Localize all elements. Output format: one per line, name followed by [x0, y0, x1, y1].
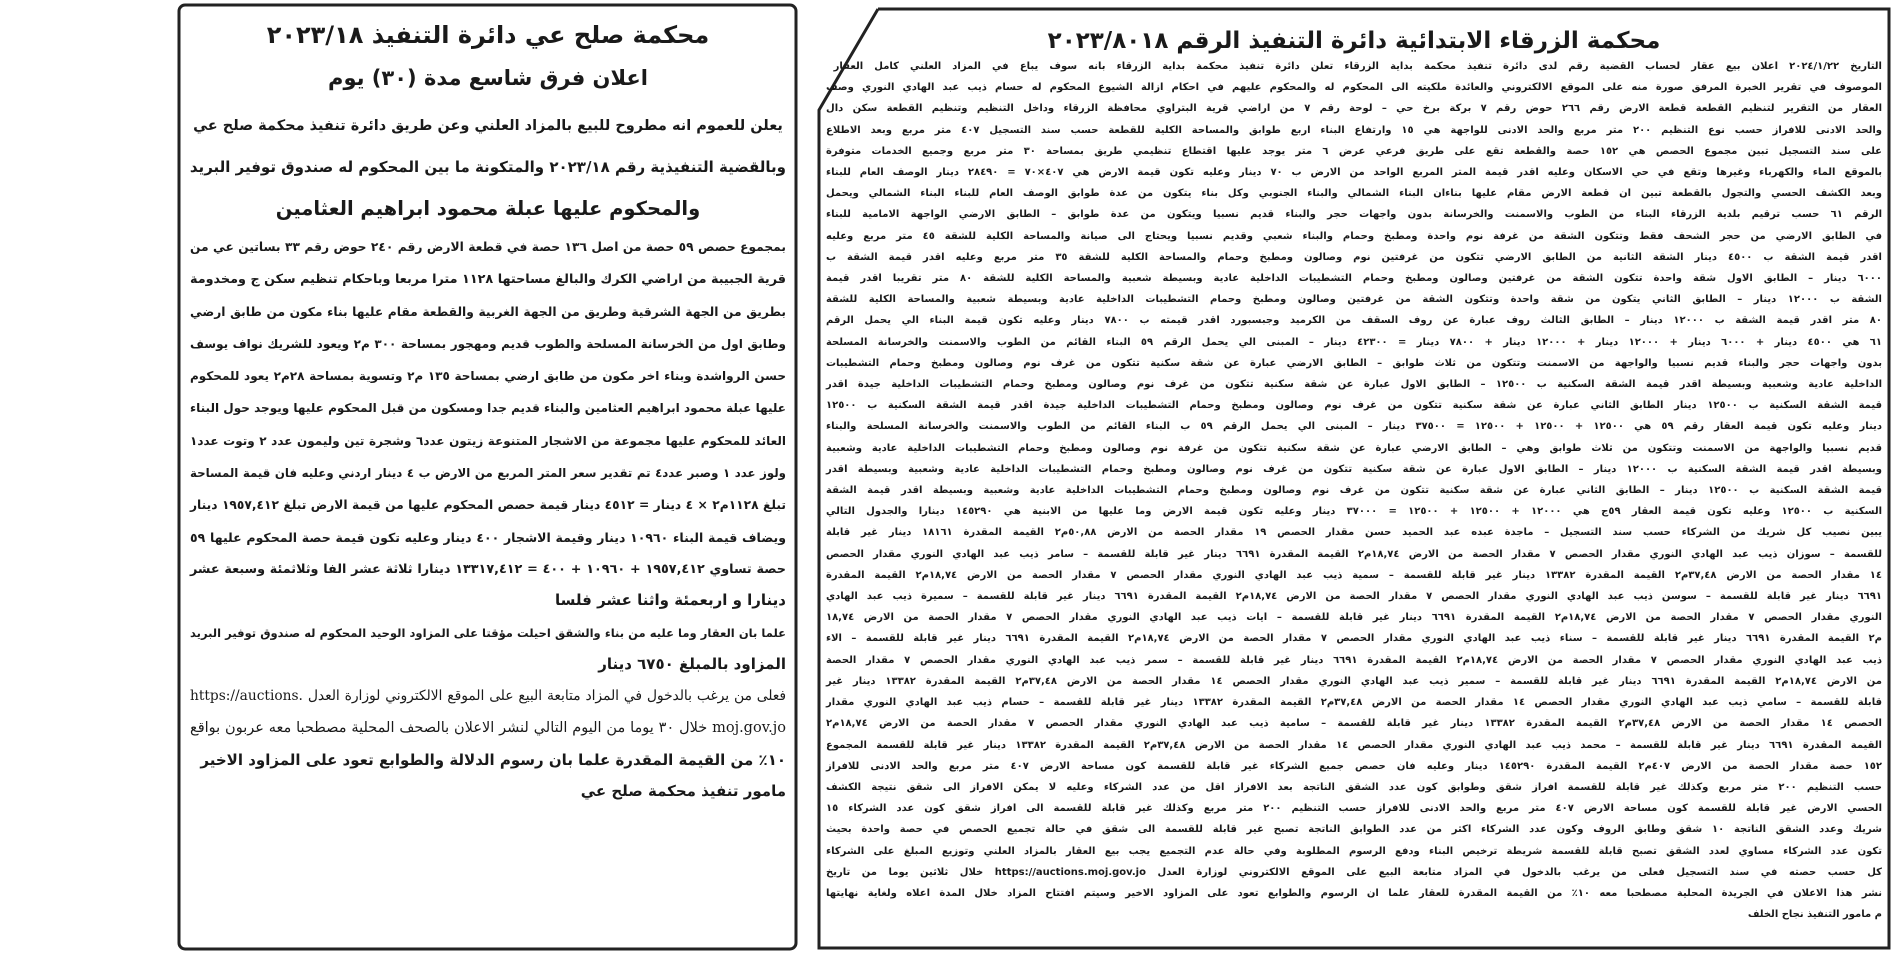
text-line-content: ويضاف قيمة البناء ١٠٩٦٠ دينار وقيمة الاشجار ٤٠٠ دينار وعليه تكون قيمة حصة المحكوم عليها ٥٩	[190, 529, 786, 545]
text-line	[826, 735, 1882, 756]
text-line-content: العقار من التقرير لتنظيم القطعة قطعة الارض رقم ٢٦٦ حوض رقم ٧ بركة برخ حي – لوحة رقم ٧ من اراضي قرية البتراوي محافظة الزرقاء وداخل التنظيم وتنظيم القطعة سكن دال	[826, 103, 1882, 115]
text-line-content: م٢ القيمة المقدرة ٦٦٩١ دينار غير قابلة للقسمة – سناء ذيب عبد الهادي النوري مقدار الحصص ٧ مقدار الحصة من الارض ١٨,٧٤م٢ القيمة المقدرة ٦٦٩١ دينار غير قابلة للقسمة – الاء	[826, 633, 1882, 645]
text-line-content: قديم نسبيا والواجهة من الاسمنت وتتكون من ثلاث طوابق وهي – الطابق الارضي عبارة عن شقة سكنية تتكون من غرفة نوم وصالون ومطبخ وحمام التشطيبات الداخلية عادية وشعبية	[826, 442, 1882, 454]
text-line	[826, 289, 1882, 310]
text-line	[190, 296, 786, 328]
text-line-content: ولوز عدد ١ وصبر عدد٤ تم تقدير سعر المتر المربع من الارض ب ٤ دينار اردني وعليه فان قيمة المساحة	[189, 466, 786, 481]
text-line	[190, 776, 786, 807]
text-line	[826, 374, 1882, 395]
text-line-content: وطابق اول من الخرسانة المسلحة والطوب قديم ومهجور بمساحة ٣٠٠ م٢ ويعود للشريك نواف يوسف	[189, 336, 786, 351]
text-line	[190, 680, 786, 712]
left-notice-subtitle: اعلان فرق شاسع مدة (٣٠) يوم	[328, 66, 648, 90]
text-line-content: بدون واجهات حجر والبناء قديم نسبيا والواجهة من الاسمنت وتتكون من ثلاث طوابق – الطابق الارضي عبارة عن شقة سكنية تتكون من غرف نوم وصالون ومطبخ وحمام التشطيبات	[826, 357, 1882, 369]
text-line	[826, 671, 1882, 692]
text-line-content: ٦٠٠٠ دينار – الطابق الاول شقة واحدة تتكون الشقة من غرفتين وصالون ومطبخ وحمام التشطيبات الداخلية عادية وبسيطة شعبية والمساحة الكلية للشقة ٨٠ متر تقريبا اقدر قيمة	[825, 273, 1882, 285]
text-line	[826, 120, 1882, 141]
text-line-content: الحصص ١٤ مقدار الحصة من الارض ٣٧,٤٨م٢ القيمة المقدرة ١٣٣٨٢ دينار غير قابلة للقسمة – سامية ذيب عبد الهادي النوري مقدار الحصص ٧ مقدار الحصة من الارض ١٨,٧٤م٢	[826, 718, 1882, 730]
text-line-content: وبسيطة اقدر قيمة الشقة السكنية ب ١٢٠٠٠ دينار – الطابق الاول عبارة عن شقة سكنية تتكون من غرف نوم وصالون ومطبخ وحمام التشطيبات الداخلية عادية وشعبية وبسيطة اقدر	[825, 463, 1882, 475]
text-line	[826, 183, 1882, 204]
text-line-content: في الطابق الارضي من حجر الشحف فقط وتتكون الشقة من غرفة نوم واحدة ومطبخ وحمام والبناء شعبي وقديم نسبيا ويحتاج الى صيانة والمساحة الكلية للشقة ٤٥ متر مربع وعليه	[826, 230, 1882, 242]
text-line	[826, 204, 1882, 225]
text-line	[826, 98, 1882, 119]
text-line	[826, 395, 1882, 416]
text-line	[826, 162, 1882, 183]
text-line	[190, 231, 786, 263]
text-line-content: ١٥٢ حصة مقدار الحصة من الارض ٤٠٧م٢ القيمة المقدرة ١٤٥٢٩٠ دينار وعليه فان حصص جميع الشركاء غير قابلة للقسمة كون مساحة الارض ٤٠٧ متر مربع والحد الادنى للافراز	[826, 760, 1882, 772]
text-line	[190, 585, 786, 616]
text-line-content: والحد الادنى للافراز حسب نوع التنظيم ٢٠٠ متر مربع والحد الادنى للواجهة هي ١٥ وارتفاع البناء اربع طوابق والمساحة الكلية للقطعة حسب سند التسجيل ٤٠٧ متر مربع وبعد الاطلاع	[826, 124, 1882, 136]
text-line	[190, 649, 786, 680]
text-line-content: الموصوف في تقرير الخبرة المرفق صورة منه على الموقع الالكتروني والعائدة ملكيته الى المحكوم له والمحكوم عليهم في احكام ازالة الشيوع المحكوم له حسام ذيب عبد الهادي النوري وصف	[826, 82, 1882, 94]
text-line-content: دينارا و اربعمئة واثنا عشر فلسا	[555, 591, 786, 610]
text-line	[826, 247, 1882, 268]
text-line-content: moj.gov.jo خلال ٣٠ يوما من اليوم التالي لنشر الاعلان بالصحف المحلية مصطحبا معه عربون بواقع	[190, 720, 786, 737]
text-line-content: ٨٠ متر اقدر قيمة الشقة ب ١٢٠٠٠ دينار – الطابق الثالث روف عبارة عن روف السقف من الكرميد وجبسبورد اقدر قيمته ب ٧٨٠٠ دينار وعليه تكون قيمة البناء الي يحمل الرقم	[825, 315, 1882, 327]
headline-line: وبالقضية التنفيذية رقم ٢٠٢٣/١٨ والمتكونة ما بين المحكوم له صندوق توفير البريد	[189, 158, 786, 176]
text-line	[826, 416, 1882, 437]
text-line-content: قيمة الشقة السكنية ب ١٢٥٠٠ دينار الطابق الثاني عبارة عن شقة سكنية تتكون من غرف نوم وصالون ومطبخ وحمام التشطيبات الداخلية جيدة اقدر قيمة الشقة السكنية ب ١٢٥٠٠	[826, 400, 1882, 412]
text-line	[826, 459, 1882, 480]
text-line-content: حسب التنظيم ٢٠٠ متر مربع وكذلك غير قابلة للقسمة افراز شقق وطوابق كون عدد الشقق الناتجة بعد الافراز اقل من عدد الشركاء وعليه لا يمكن الافراز الى شقق نتيجة الكشف	[826, 781, 1882, 793]
text-line-content: مامور تنفيذ محكمة صلح عي	[580, 782, 786, 801]
text-line-content: المزاود بالمبلغ ٦٧٥٠ دينار	[598, 654, 786, 673]
text-line-content: تبلغ ١١٢٨م٢ × ٤ دينار = ٤٥١٢ دينار قيمة حصص المحكوم عليها من قيمة الارض تبلغ ١٩٥٧,٤١٢ دينار	[190, 498, 786, 513]
text-line-content: النوري مقدار الحصص ٧ مقدار الحصة من الارض ١٨,٧٤م٢ القيمة المقدرة ٦٦٩١ دينار غير قابلة للقسمة – ايات ذيب عبد الهادي النوري مقدار الحصص ٧ مقدار الحصة من الارض ١٨,٧٤	[825, 612, 1882, 624]
text-line-content: التاريخ ٢٠٢٤/١/٢٢ اعلان بيع عقار لحساب القضية رقم لدى دائرة تنفيذ محكمة بداية الزرقاء تعلن دائرة تنفيذ محكمة بداية الزرقاء بانه سوف يباع في المزاد العلني كامل العقار	[833, 61, 1882, 72]
text-line-content: الشقة ب ١٢٠٠٠ دينار – الطابق الثاني يتكون من شقة واحدة وتتكون الشقة من غرفتين وصالون ومطبخ وحمام التشطيبات الداخلية عادية وبسيطة شعبية والمساحة الكلية للشقة	[825, 294, 1882, 306]
left-notice-title: محكمة صلح عي دائرة التنفيذ ٢٠٢٣/١٨	[266, 21, 710, 49]
text-line	[826, 332, 1882, 353]
text-line	[190, 328, 786, 360]
text-line	[826, 607, 1882, 628]
text-line	[826, 628, 1882, 649]
text-line-content: شريك وعدد الشقق الناتجة ١٠ شقق وطابق الروف وكون عدد الشركاء اكثر من عدد الطوابق الناتجة تصبح غير قابلة للقسمة الى شقق في حالة تجميع الحصص في حصة واحدة بحيث	[826, 824, 1882, 836]
text-line	[826, 268, 1882, 289]
text-line	[826, 586, 1882, 607]
text-line-content: قابلة للقسمة – سامي ذيب عبد الهادي النوري مقدار الحصص ١٤ مقدار الحصة من الارض ٣٧,٤٨م٢ القيمة المقدرة ١٣٣٨٢ دينار غير قابلة للقسمة – حسام ذيب عبد الهادي النوري مقدار	[826, 697, 1882, 709]
text-line-content: بمجموع حصص ٥٩ حصة من اصل ١٣٦ حصة في قطعة الارض رقم ٢٤٠ حوض رقم ٣٣ بساتين عي من	[190, 240, 786, 254]
text-line	[826, 841, 1882, 862]
text-line	[826, 310, 1882, 331]
text-line	[826, 777, 1882, 798]
text-line-content: القيمة المقدرة ٦٦٩١ دينار غير قابلة للقسمة – محمد ذيب عبد الهادي النوري مقدار الحصص ١٤ مقدار الحصة من الارض ٣٧,٤٨م٢ القيمة المقدرة ١٣٣٨٢ دينار غير قابلة للقسمة المجموع	[825, 739, 1882, 751]
right-notice-title: محكمة الزرقاء الابتدائية دائرة التنفيذ الرقم ٢٠٢٣/٨٠١٨	[1047, 28, 1661, 54]
text-line-content: السكنية ب ١٢٥٠٠ وعليه تكون قيمة العقار ٥٩ج هي ١٢٠٠٠ + ١٢٥٠٠ + ١٢٥٠٠ = ٣٧٠٠٠ دينار وعليه تكون قيمة الارض وما عليها من الابنية هي ١٤٥٢٩٠ دينارا والجدول التالي	[826, 506, 1882, 518]
text-line-content: العائد للمحكوم عليها مجموعة من الاشجار المتنوعة زيتون عدد٦ وشجرة تين وليمون عدد ٢ وتوت عدد١	[190, 433, 786, 448]
text-line-content: نشر هذا الاعلان في الجريدة المحلية مصطحبا معه ١٠٪ من القيمة المقدرة للعقار علما ان الرسوم والطوابع تعود على المزاود الاخير وسيتم افتتاح المزاد خلال المدة اعلاه ولغاية نهايتها	[826, 887, 1882, 899]
text-line-content: اقدر قيمة الشقة ب ٤٥٠٠ دينار الشقة الثانية من الطابق الارضي تتكون من غرفتين نوم وصالون ومطبخ وحمام والمساحة الكلية للشقة ٣٥ متر مربع وعليه اقدر قيمة الشقة ب	[826, 251, 1882, 263]
text-line-content: فعلى من يرغب بالدخول في المزاد متابعة البيع على الموقع الالكتروني لوزارة العدل .https://auctions	[190, 688, 786, 705]
text-line	[826, 353, 1882, 374]
text-line-content: بالموقع الماء والكهرباء وغيرها وتقع في حي الاسكان وعليه اقدر قيمة المتر المربع الواحد من الارض ب ٧٠ دينار وعليه تكون قيمة الارض هي ٤٠٧×٧٠ = ٢٨٤٩٠ دينار الوصف العام للبناء	[826, 167, 1882, 179]
text-line-content: ٦١ هي ٤٥٠٠ دينار + ٦٠٠٠ دينار + ١٢٠٠٠ دينار + ١٢٠٠٠ دينار + ٧٨٠٠ دينار = ٤٢٣٠٠ دينار – المبنى الي يحمل الرقم ٥٩ البناء القائم من الطوب والاسمنت والخرسانة المسلحة	[825, 336, 1882, 348]
right-notice	[826, 26, 1882, 925]
text-line	[826, 862, 1882, 883]
text-line-content: ٦٦٩١ دينار غير قابلة للقسمة – سوسن ذيب عبد الهادي النوري مقدار الحصص ٧ مقدار الحصة من الارض ١٨,٧٤م٢ القيمة المقدرة ٦٦٩١ دينار غير قابلة للقسمة – سميرة ذيب عبد الهادي	[826, 591, 1882, 603]
text-line	[826, 480, 1882, 501]
text-line	[826, 650, 1882, 671]
right-notice-body	[826, 56, 1882, 925]
text-line	[826, 501, 1882, 522]
text-line	[190, 745, 786, 776]
text-line-content: بطريق من الجهة الشرقية وطريق من الجهة الغربية والقطعة مقام عليها بناء مكون من طابق ارضي	[190, 304, 786, 319]
text-line-content: م مامور التنفيذ نجاح الخلف	[1747, 909, 1882, 921]
text-line-content: دينار وعليه تكون قيمة العقار رقم ٥٩ هي ١٢٥٠٠ + ١٢٥٠٠ + ١٢٥٠٠ = ٣٧٥٠٠ دينار – المبنى الي يحمل الرقم ٥٩ ب البناء القائم من الطوب والاسمنت والخرسانة المسلحة والبناء	[825, 421, 1882, 433]
text-line	[826, 756, 1882, 777]
text-line	[190, 263, 786, 295]
left-notice	[190, 20, 786, 807]
text-line-content: على سند التسجيل تبين مجموع الحصص هي ١٥٢ حصة والقطعة تقع على طريق فرعي عرض ٦ متر يوجد عليها اقتطاع تنظيمي طريق بمساحة ٣٠ متر مربع وجميع الخدمات متوفرة	[826, 145, 1882, 157]
text-line-content: الرقم ٦١ حسب ترقيم بلدية الزرقاء البناء من الطوب والاسمنت والخرسانة بدون واجهات حجر والبناء قديم نسبيا ويتكون من عدة طوابق – الطابق الارضي الواجهة الامامية للبناء	[826, 209, 1882, 221]
text-line	[826, 565, 1882, 586]
left-notice-body	[190, 231, 786, 807]
headline-line: والمحكوم عليها عبلة محمود ابراهيم العثامين	[275, 197, 701, 220]
text-line	[190, 360, 786, 392]
text-line	[826, 226, 1882, 247]
text-line	[190, 392, 786, 424]
text-line-content: تكون عدد الشركاء مساوي لعدد الشقق تصبح قابلة للقسمة شريطة ترخيص البناء ودفع الرسوم المطلوبة وفي حالة عدم التجميع يجب بيع العقار بالمزاد العلني وتوزيع المبلغ على الشركاء	[826, 845, 1882, 857]
text-line	[826, 798, 1882, 819]
text-line-content: قرية الجبيبة من اراضي الكرك والبالغ مساحتها ١١٢٨ مترا مربعا وباحكام تنظيم سكن ج ومخدومة	[190, 272, 786, 288]
text-line-content: عليها عبلة محمود ابراهيم العثامين والبناء قديم جدا ومسكون من قبل المحكوم عليها ويوجد حول البناء	[190, 401, 786, 416]
text-line-content: ١٠٪ من القيمة المقدرة علما بان رسوم الدلالة والطوابع تعود على المزاود الاخير	[200, 750, 786, 769]
text-line	[190, 553, 786, 585]
text-line-content: ١٤ مقدار الحصة من الارض ٣٧,٤٨م٢ القيمة المقدرة ١٣٣٨٢ دينار غير قابلة للقسمة – سمية ذيب عبد الهادي النوري مقدار الحصص ٧ مقدار الحصة من الارض ١٨,٧٤م٢ القيمة المقدرة	[826, 569, 1882, 581]
text-line	[826, 692, 1882, 713]
text-line	[826, 883, 1882, 904]
text-line-content: حسن الرواشدة وبناء اخر مكون من طابق ارضي بمساحة ١٣٥ م٢ وتسوية بمساحة ٢٨م٢ يعود للمحكوم	[190, 369, 786, 384]
text-line	[826, 141, 1882, 162]
text-line	[190, 522, 786, 553]
text-line	[826, 77, 1882, 98]
text-line-content: الداخلية عادية وشعبية وبسيطة اقدر قيمة الشقة السكنية ب ١٢٥٠٠ – الطابق الاول عبارة عن شقة سكنية تتكون من غرف نوم وصالون ومطبخ وحمام التشطيبات الداخلية جيدة اقدر	[826, 379, 1882, 391]
text-line-content: الحسي الارض غير قابلة للقسمة كون مساحة الارض ٤٠٧ متر مربع والحد الادنى للافراز حسب التنظيم ٢٠٠ متر مربع وكذلك غير قابلة للقسمة الى افراز شقق كون عدد الشركاء ١٥	[826, 803, 1882, 815]
text-line-content: حصة تساوي ١٩٥٧,٤١٢ + ١٠٩٦٠ + ٤٠٠ = ١٣٣١٧,٤١٢ دينارا ثلاثة عشر الفا وثلاثمئة وسبعة عشر	[190, 561, 786, 577]
text-line	[826, 713, 1882, 734]
text-line-content: علما بان العقار وما عليه من بناء والشقق احيلت مؤقتا على المزاود الوحيد المحكوم له صندوق توفير البريد	[190, 625, 786, 640]
text-line-content: قيمة الشقة السكنية ب ١٢٥٠٠ دينار – الطابق الثاني عبارة عن شقة سكنية تتكون من غرف نوم وصالون ومطبخ وحمام التشطيبات الداخلية عادية وشعبية وبسيطة اقدر قيمة الشقة	[826, 485, 1882, 497]
text-line	[190, 457, 786, 489]
text-line-content: ذيب عبد الهادي النوري مقدار الحصص ٧ مقدار الحصة من الارض ١٨,٧٤م٢ القيمة المقدرة ٦٦٩١ دينار غير قابلة للقسمة – سمر ذيب عبد الهادي النوري مقدار الحصص ٧ مقدار الحصة	[825, 654, 1882, 666]
text-line	[826, 904, 1882, 925]
text-line	[826, 56, 1882, 77]
text-line	[190, 425, 786, 457]
text-line	[190, 617, 786, 649]
text-line	[190, 489, 786, 521]
text-line	[826, 544, 1882, 565]
text-line	[826, 819, 1882, 840]
text-line-content: وبعد الكشف الحسي والتجول بالقطعة تبين ان قطعة الارض مقام عليها بناءان البناء الشمالي والبناء الجنوبي وكل بناء يتكون من عدة طوابق الوصف العام للبناء البناء الشمالي ويحمل	[826, 188, 1882, 200]
text-line	[826, 522, 1882, 543]
text-line-content: للقسمة – سوزان ذيب عبد الهادي النوري مقدار الحصص ٧ مقدار الحصة من الارض ١٨,٧٤م٢ القيمة المقدرة ٦٦٩١ دينار غير قابلة للقسمة – سامر ذيب عبد الهادي النوري مقدار الحصص	[825, 548, 1882, 560]
text-line	[190, 712, 786, 744]
text-line	[826, 438, 1882, 459]
text-line-content: يبين نصيب كل شريك من الشركاء حسب سند التسجيل – ماجدة عبده عبد الحميد حسن مقدار الحصص ١٩ مقدار الحصة من الارض ٥٠,٨٨م٢ القيمة المقدرة ١٨١٦١ دينار غير قابلة	[826, 527, 1882, 539]
text-line-content: من الارض ١٨,٧٤م٢ القيمة المقدرة ٦٦٩١ دينار غير قابلة للقسمة – سمير ذيب عبد الهادي النوري مقدار الحصص ١٤ مقدار الحصة من الارض ٣٧,٤٨م٢ القيمة المقدرة ١٣٣٨٢ دينار غير	[826, 675, 1882, 687]
headline-line: يعلن للعموم انه مطروح للبيع بالمزاد العلني وعن طريق دائرة تنفيذ محكمة صلح عي	[193, 118, 783, 134]
text-line-content: كل حسب حصته في سند التسجيل فعلى من يرغب بالدخول في المزاد متابعة البيع على الموقع الالكتروني لوزارة العدل https://auctions.moj.gov.jo خلال ثلاثين يوما من تاريخ	[826, 866, 1882, 878]
